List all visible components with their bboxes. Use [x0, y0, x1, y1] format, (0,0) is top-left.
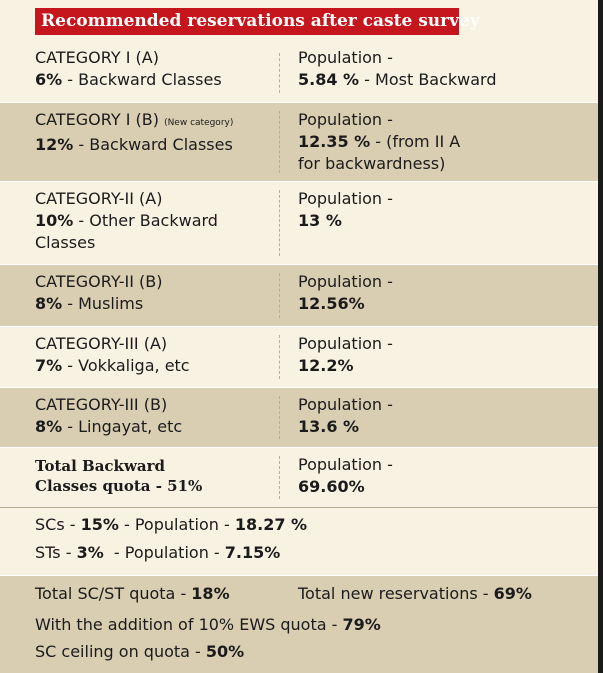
- category-population: [298, 109, 588, 175]
- population-value: 5.84 %: [298, 70, 360, 89]
- title-banner: Recommended reservations after caste survey: [35, 8, 459, 35]
- population-value: 69.60%: [298, 477, 365, 496]
- category-quota: [35, 109, 275, 156]
- sc-st-section: [0, 507, 598, 575]
- quota-desc-2: Classes: [35, 233, 96, 252]
- category-heading: CATEGORY-II (B): [35, 272, 163, 291]
- quota-percent: 8%: [35, 294, 63, 313]
- category-note: (New category): [164, 118, 234, 128]
- new-value: 69%: [493, 584, 532, 603]
- population-label: Population -: [298, 189, 393, 208]
- quota-percent: 12%: [35, 135, 74, 154]
- category-heading: CATEGORY-III (A): [35, 334, 168, 353]
- total-value: - 51%: [150, 477, 203, 495]
- population-value: 12.56%: [298, 294, 365, 313]
- category-heading: CATEGORY-II (A): [35, 189, 163, 208]
- new-label: Total new reservations -: [298, 584, 494, 603]
- category-quota: [35, 394, 275, 438]
- column-divider: [279, 396, 280, 439]
- quota-percent: 6%: [35, 70, 63, 89]
- category-heading: CATEGORY-III (B): [35, 395, 168, 414]
- category-row: [0, 181, 598, 264]
- total-label-1: Total Backward: [35, 457, 165, 475]
- category-row: [0, 102, 598, 181]
- category-quota: [35, 47, 275, 91]
- category-heading: CATEGORY I (A): [35, 48, 159, 67]
- population-value: 13.6 %: [298, 417, 360, 436]
- category-row: [0, 326, 598, 387]
- total-label-2: Classes quota: [35, 477, 151, 495]
- category-population: [298, 333, 588, 377]
- summary-section: [0, 575, 598, 673]
- quota-desc: - Other Backward: [73, 211, 218, 230]
- column-divider: [279, 190, 280, 256]
- quota-percent: 8%: [35, 417, 63, 436]
- category-population: [298, 394, 588, 438]
- total-quota: [35, 456, 275, 496]
- ews-label: With the addition of 10% EWS quota -: [35, 615, 343, 634]
- category-quota: [35, 188, 275, 254]
- column-divider: [279, 111, 280, 173]
- category-population: [298, 47, 588, 91]
- category-row: [0, 45, 598, 101]
- population-value: 12.2%: [298, 356, 354, 375]
- category-quota: [35, 333, 275, 377]
- quota-desc: - Backward Classes: [73, 135, 233, 154]
- total-row: [0, 447, 598, 507]
- category-population: [298, 271, 588, 315]
- scst-label: Total SC/ST quota -: [35, 584, 192, 603]
- ceiling-line: [35, 642, 244, 661]
- scst-total-line: [35, 584, 230, 603]
- scst-value: 18%: [191, 584, 230, 603]
- sts-label: STs -: [35, 543, 77, 562]
- ceiling-value: 50%: [205, 642, 245, 661]
- quota-percent: 7%: [35, 356, 63, 375]
- quota-percent: 10%: [35, 211, 74, 230]
- scs-quota: 15%: [80, 515, 119, 534]
- population-label: Population -: [298, 455, 393, 474]
- population-desc: - Most Backward: [359, 70, 497, 89]
- column-divider: [279, 456, 280, 499]
- quota-desc: - Muslims: [62, 294, 144, 313]
- sts-pop-value: 7.15%: [224, 543, 281, 562]
- population-value: 12.35 %: [298, 132, 371, 151]
- column-divider: [279, 335, 280, 379]
- scs-pop-value: 18.27 %: [234, 515, 308, 534]
- quota-desc: - Backward Classes: [62, 70, 222, 89]
- sts-pop-label: - Population -: [103, 543, 225, 562]
- population-label: Population -: [298, 395, 393, 414]
- population-value: 13 %: [298, 211, 342, 230]
- population-label: Population -: [298, 48, 393, 67]
- ceiling-label: SC ceiling on quota -: [35, 642, 206, 661]
- scs-line: [35, 515, 307, 534]
- column-divider: [279, 273, 280, 318]
- quota-desc: - Lingayat, etc: [62, 417, 183, 436]
- scs-label: SCs -: [35, 515, 81, 534]
- population-label: Population -: [298, 272, 393, 291]
- total-population: [298, 454, 588, 498]
- sts-quota: 3%: [76, 543, 104, 562]
- category-row: [0, 264, 598, 326]
- population-label: Population -: [298, 110, 393, 129]
- ews-line: [35, 615, 381, 634]
- population-label: Population -: [298, 334, 393, 353]
- ews-value: 79%: [342, 615, 381, 634]
- quota-desc: - Vokkaliga, etc: [62, 356, 190, 375]
- sts-line: [35, 543, 280, 562]
- category-row: [0, 387, 598, 447]
- category-quota: [35, 271, 275, 315]
- column-divider: [279, 53, 280, 93]
- new-reservations-line: [298, 584, 532, 603]
- category-population: [298, 188, 588, 232]
- population-desc: - (from II A: [370, 132, 461, 151]
- category-heading: CATEGORY I (B): [35, 110, 159, 129]
- scs-pop-label: - Population -: [118, 515, 235, 534]
- population-desc-2: for backwardness): [298, 154, 446, 173]
